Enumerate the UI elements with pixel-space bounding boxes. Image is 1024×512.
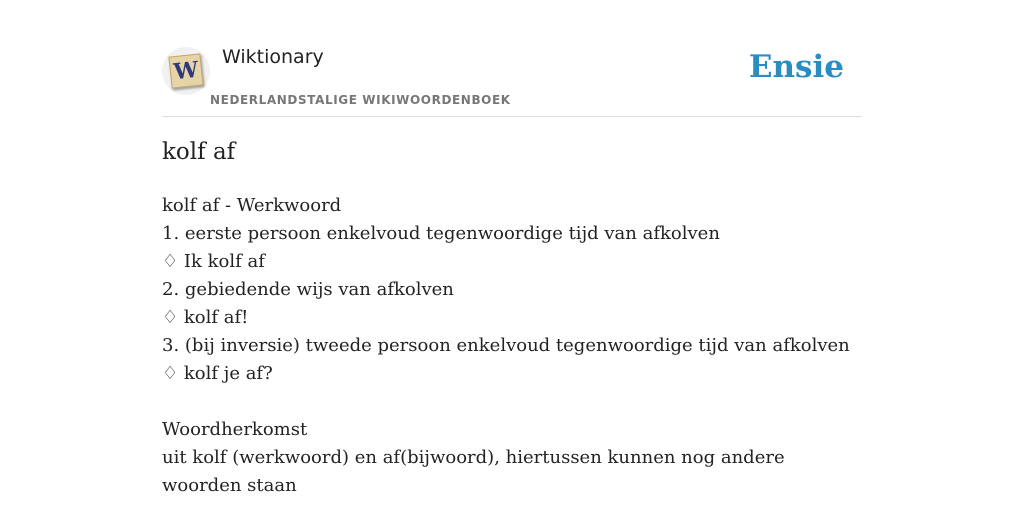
scrabble-tile-icon — [168, 53, 203, 88]
wiktionary-logo-icon[interactable] — [162, 47, 210, 95]
definition-header: kolf af - Werkwoord — [162, 195, 342, 216]
entry-body — [162, 192, 862, 500]
definition-item: 3. (bij inversie) tweede persoon enkelvoud tegenwoordige tijd van afkolven — [162, 335, 850, 356]
example-item: ♢ kolf af! — [162, 307, 249, 328]
etymology-text: uit kolf (werkwoord) en af(bijwoord), hiertussen kunnen nog andere woorden staan — [162, 447, 785, 496]
site-subtitle: NEDERLANDSTALIGE WIKIWOORDENBOEK — [210, 93, 511, 107]
logo-letter: W — [172, 56, 200, 86]
page-container — [162, 0, 862, 512]
definition-item: 1. eerste persoon enkelvoud tegenwoordige tijd van afkolven — [162, 223, 720, 244]
site-header — [162, 0, 862, 117]
page-title: kolf af — [162, 139, 236, 165]
blank-line — [162, 388, 862, 416]
example-item: ♢ Ik kolf af — [162, 251, 265, 272]
ensie-brand-link[interactable]: Ensie — [748, 49, 844, 85]
site-title[interactable]: Wiktionary — [222, 46, 324, 68]
example-item: ♢ kolf je af? — [162, 363, 273, 384]
etymology-heading: Woordherkomst — [162, 419, 308, 440]
definition-item: 2. gebiedende wijs van afkolven — [162, 279, 454, 300]
